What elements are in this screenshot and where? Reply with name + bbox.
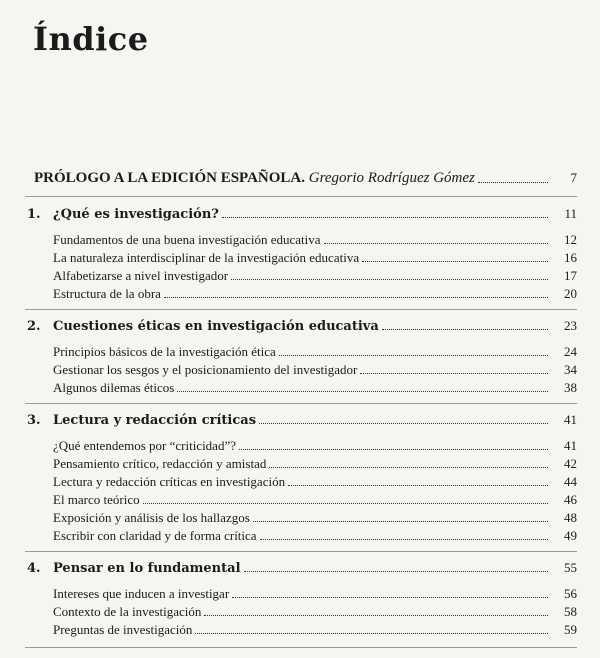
chapter-title: ¿Qué es investigación?: [53, 207, 219, 222]
page-number: 44: [564, 474, 577, 489]
page-number: 46: [564, 492, 577, 507]
toc-section: [53, 268, 577, 284]
dot-leader: [478, 181, 548, 183]
dot-leader: [164, 296, 548, 298]
toc-section: [53, 456, 577, 472]
divider: [25, 403, 577, 404]
toc-section: [53, 232, 577, 248]
toc-section: [53, 604, 577, 620]
toc-section: [53, 362, 577, 378]
page-number: 11: [564, 206, 577, 221]
dot-leader: [232, 596, 548, 598]
chapter-title: Pensar en lo fundamental: [53, 561, 241, 576]
page-number: 49: [564, 528, 577, 543]
divider: [25, 551, 577, 552]
page-number: 12: [564, 232, 577, 247]
toc-chapter-3: [27, 412, 577, 428]
page-number: 34: [564, 362, 577, 377]
dot-leader: [177, 390, 548, 392]
toc-entry-prologue: [34, 170, 577, 187]
dot-leader: [222, 216, 548, 218]
section-title: Pensamiento crítico, redacción y amistad: [53, 456, 267, 471]
page-number: 59: [564, 622, 577, 637]
dot-leader: [382, 328, 548, 330]
page-number: 38: [564, 380, 577, 395]
chapter-number: 1.: [27, 207, 41, 222]
section-title: Lectura y redacción críticas en investigación: [53, 474, 286, 489]
section-title: Alfabetizarse a nivel investigador: [53, 268, 229, 283]
dot-leader: [360, 372, 548, 374]
page-number: 41: [564, 438, 577, 453]
section-title: Contexto de la investigación: [53, 604, 202, 619]
page-number: 16: [564, 250, 577, 265]
page-number: 17: [564, 268, 577, 283]
dot-leader: [253, 520, 548, 522]
dot-leader: [204, 614, 548, 616]
dot-leader: [143, 502, 548, 504]
chapter-number: 4.: [27, 561, 41, 576]
toc-section: [53, 438, 577, 454]
toc-chapter-1: [27, 206, 577, 222]
dot-leader: [279, 354, 548, 356]
dot-leader: [260, 538, 548, 540]
page-number: 23: [564, 318, 577, 333]
section-title: ¿Qué entendemos por “criticidad”?: [53, 438, 236, 453]
divider: [25, 196, 577, 197]
page-number: 48: [564, 510, 577, 525]
section-title: Algunos dilemas éticos: [53, 380, 175, 395]
toc-section: [53, 586, 577, 602]
toc-section: [53, 510, 577, 526]
dot-leader: [269, 466, 548, 468]
dot-leader: [231, 278, 548, 280]
divider: [25, 309, 577, 310]
toc-section: [53, 250, 577, 266]
page-number: 55: [564, 560, 577, 575]
dot-leader: [324, 242, 548, 244]
toc-section: [53, 622, 577, 638]
page-number: 56: [564, 586, 577, 601]
dot-leader: [244, 570, 548, 572]
section-title: Gestionar los sesgos y el posicionamiento del investigador: [53, 362, 358, 377]
dot-leader: [239, 448, 548, 450]
dot-leader: [362, 260, 548, 262]
section-title: La naturaleza interdisciplinar de la investigación educativa: [53, 250, 360, 265]
section-title: Preguntas de investigación: [53, 622, 193, 637]
section-title: Exposición y análisis de los hallazgos: [53, 510, 250, 525]
toc-section: [53, 492, 577, 508]
toc-chapter-4: [27, 560, 577, 576]
chapter-title: Cuestiones éticas en investigación educativa: [53, 319, 379, 334]
toc-section: [53, 528, 577, 544]
section-title: Estructura de la obra: [53, 286, 161, 301]
divider: [25, 647, 577, 648]
toc-section: [53, 286, 577, 302]
section-title: Intereses que inducen a investigar: [53, 586, 230, 601]
page-number: 7: [570, 170, 577, 185]
chapter-title: Lectura y redacción críticas: [53, 413, 257, 428]
toc-chapter-2: [27, 318, 577, 334]
dot-leader: [259, 422, 548, 424]
prologue-author: Gregorio Rodríguez Gómez: [308, 170, 475, 186]
dot-leader: [195, 632, 548, 634]
section-title: El marco teórico: [53, 492, 140, 507]
toc-section: [53, 474, 577, 490]
section-title: Fundamentos de una buena investigación educativa: [53, 232, 321, 247]
page-number: 41: [564, 412, 577, 427]
page-number: 24: [564, 344, 577, 359]
section-title: Principios básicos de la investigación ética: [53, 344, 276, 359]
toc-section: [53, 380, 577, 396]
page-title: Índice: [33, 20, 149, 58]
page-number: 58: [564, 604, 577, 619]
page-number: 42: [564, 456, 577, 471]
dot-leader: [288, 484, 548, 486]
chapter-number: 2.: [27, 319, 41, 334]
section-title: Escribir con claridad y de forma crítica: [53, 528, 257, 543]
toc-section: [53, 344, 577, 360]
chapter-number: 3.: [27, 413, 41, 428]
prologue-label: PRÓLOGO A LA EDICIÓN ESPAÑOLA.: [34, 170, 306, 186]
page-number: 20: [564, 286, 577, 301]
